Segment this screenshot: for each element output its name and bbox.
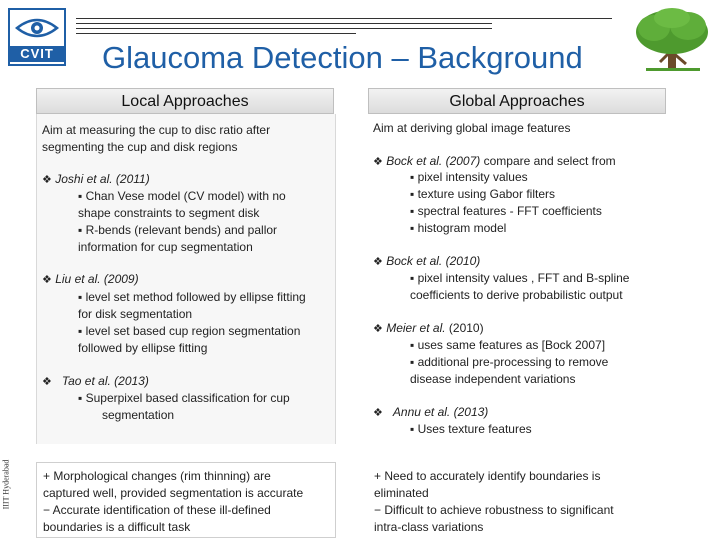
- header-rule: [76, 33, 356, 34]
- diamond-bullet-icon: ❖: [42, 376, 52, 388]
- left-aim-line: Aim at measuring the cup to disc ratio after: [42, 123, 271, 137]
- sub-bullet: ▪ spectral features - FFT coefficients: [410, 204, 602, 218]
- header-rule: [76, 23, 492, 24]
- sub-bullet: followed by ellipse fitting: [78, 341, 208, 355]
- pros-cons-line: + Need to accurately identify boundaries is: [374, 469, 601, 483]
- reference: Bock et al. (2007): [386, 154, 481, 168]
- sub-bullet: shape constraints to segment disk: [78, 206, 260, 220]
- sub-bullet: ▪ additional pre-processing to remove: [410, 355, 609, 369]
- pros-cons-line: − Accurate identification of these ill-defined: [43, 503, 271, 517]
- right-item-bock2010: [373, 253, 480, 271]
- sub-bullet: coefficients to derive probabilistic output: [410, 288, 623, 302]
- sub-bullet: disease independent variations: [410, 372, 576, 386]
- reference: Joshi et al. (2011): [55, 172, 150, 186]
- local-approaches-header: Local Approaches: [36, 88, 334, 114]
- sub-bullet: for disk segmentation: [78, 307, 193, 321]
- diamond-bullet-icon: ❖: [373, 156, 383, 168]
- sub-bullet: ▪ pixel intensity values , FFT and B-spline: [410, 271, 630, 285]
- sub-bullet: ▪ Superpixel based classification for cup: [78, 391, 290, 405]
- sub-bullet: ▪ texture using Gabor filters: [410, 187, 555, 201]
- sub-bullet: information for cup segmentation: [78, 240, 253, 254]
- reference: Meier et al.: [386, 321, 446, 335]
- right-aim: Aim at deriving global image features: [373, 121, 571, 135]
- sub-bullet: ▪ level set method followed by ellipse fitting: [78, 290, 306, 304]
- sub-bullet: ▪ histogram model: [410, 221, 507, 235]
- right-item-meier: [373, 320, 484, 338]
- reference-tail: compare and select from: [480, 154, 616, 168]
- sub-bullet: ▪ Uses texture features: [410, 422, 532, 436]
- pros-cons-line: − Difficult to achieve robustness to significant: [374, 503, 614, 517]
- right-item-annu: [373, 404, 488, 422]
- diamond-bullet-icon: ❖: [373, 407, 383, 419]
- left-item-tao: [42, 373, 149, 391]
- sub-bullet: segmentation: [102, 408, 175, 422]
- sub-bullet: ▪ Chan Vese model (CV model) with no: [78, 189, 286, 203]
- diamond-bullet-icon: ❖: [42, 274, 52, 286]
- header-rule: [76, 18, 612, 19]
- page-title: Glaucoma Detection – Background: [102, 40, 583, 75]
- left-item-joshi: [42, 171, 150, 189]
- reference: Bock et al. (2010): [386, 254, 481, 268]
- pros-cons-line: intra-class variations: [374, 520, 484, 534]
- sub-bullet: ▪ pixel intensity values: [410, 170, 528, 184]
- logo-text: CVIT: [10, 46, 64, 62]
- sub-bullet: ▪ level set based cup region segmentation: [78, 324, 301, 338]
- side-label: IIIT Hyderabad: [1, 459, 11, 510]
- eye-icon: [15, 16, 59, 40]
- reference-tail: (2010): [445, 321, 484, 335]
- pros-cons-line: captured well, provided segmentation is accurate: [43, 486, 304, 500]
- local-pros-cons-box: [36, 462, 336, 538]
- global-pros-cons-box: [368, 462, 668, 538]
- reference: Tao et al. (2013): [61, 374, 149, 388]
- diamond-bullet-icon: ❖: [42, 174, 52, 186]
- tree-logo: [632, 6, 714, 72]
- left-aim-line: segmenting the cup and disk regions: [42, 140, 238, 154]
- cvit-logo: [8, 8, 66, 66]
- global-approaches-header: Global Approaches: [368, 88, 666, 114]
- pros-cons-line: + Morphological changes (rim thinning) are: [43, 469, 271, 483]
- pros-cons-line: boundaries is a difficult task: [43, 520, 191, 534]
- sub-bullet: ▪ uses same features as [Bock 2007]: [410, 338, 606, 352]
- reference: Liu et al. (2009): [55, 272, 139, 286]
- sub-bullet: ▪ R-bends (relevant bends) and pallor: [78, 223, 278, 237]
- diamond-bullet-icon: ❖: [373, 323, 383, 335]
- pros-cons-line: eliminated: [374, 486, 429, 500]
- left-item-liu: [42, 271, 139, 289]
- header-rule: [76, 28, 492, 29]
- diamond-bullet-icon: ❖: [373, 256, 383, 268]
- reference: Annu et al. (2013): [392, 405, 489, 419]
